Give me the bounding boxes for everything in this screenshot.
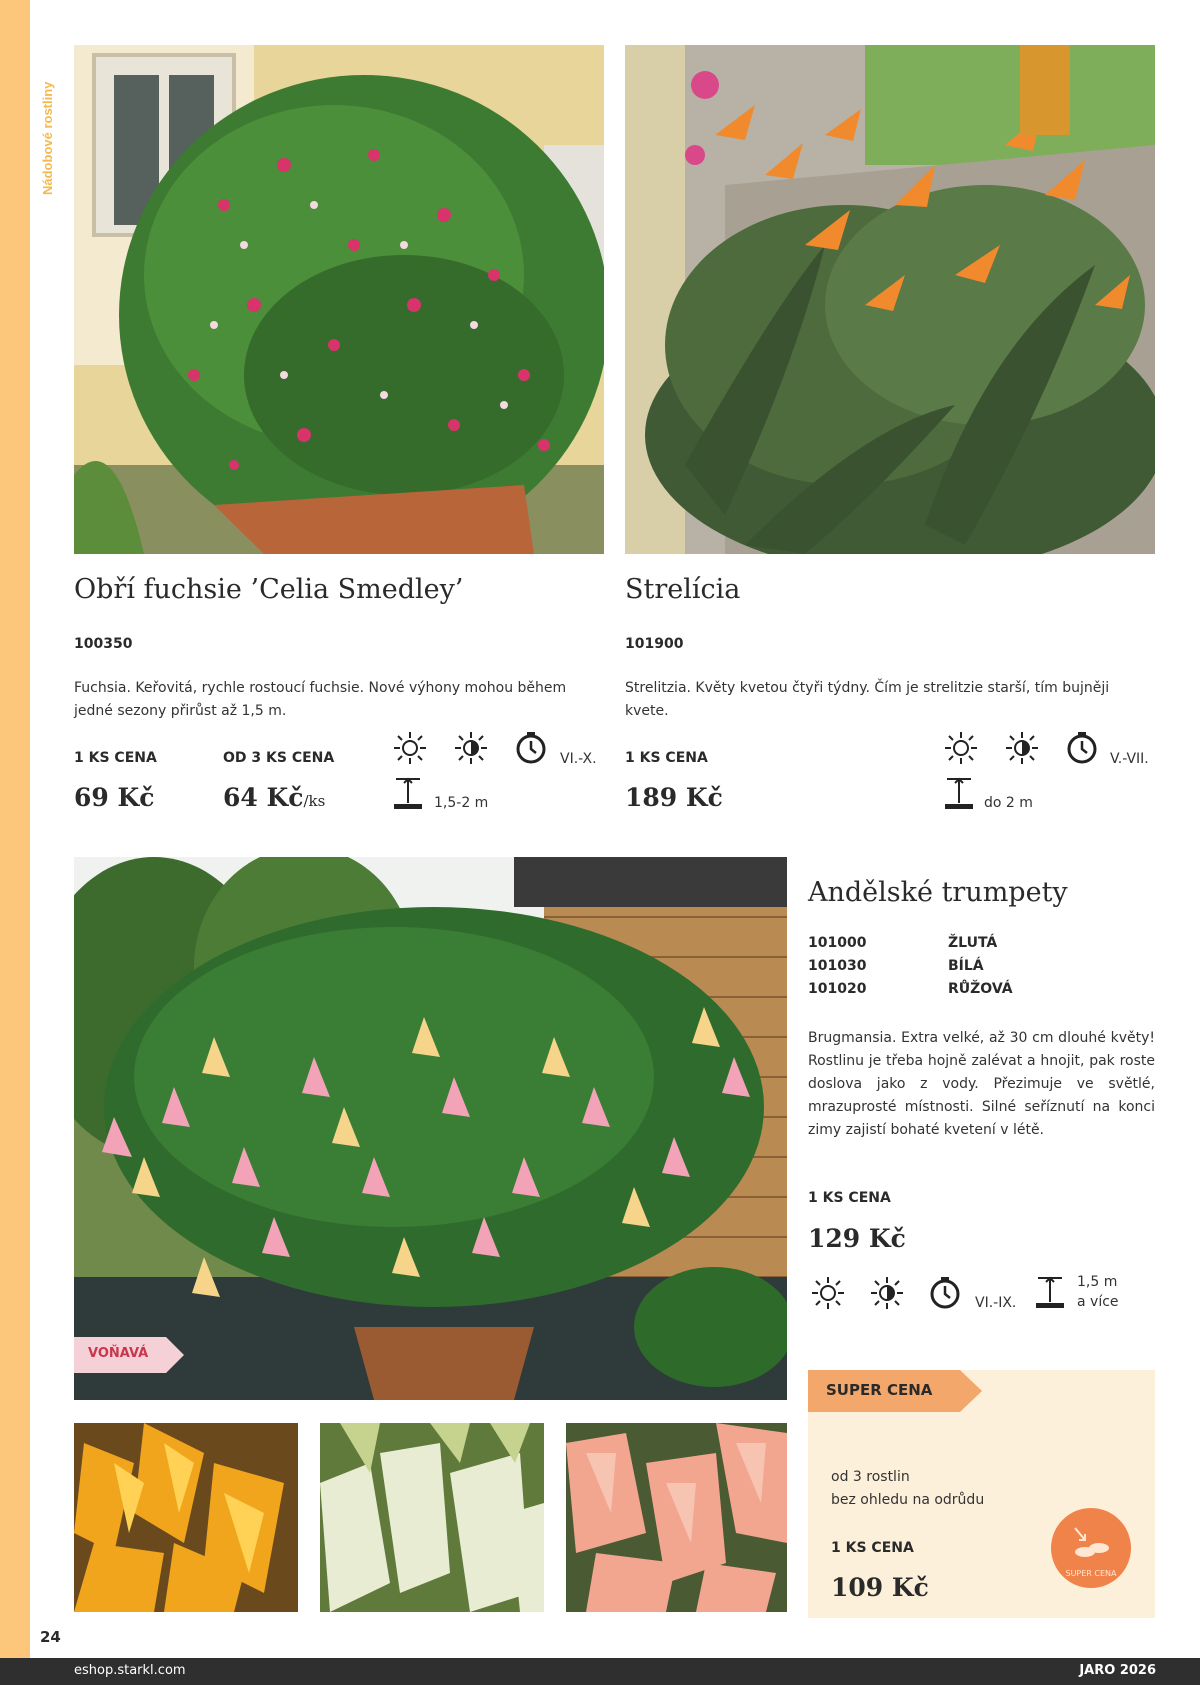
variant-row [808,932,1013,955]
brugmansia-height-2: a více [1077,1294,1119,1310]
partial-sun-icon [454,731,488,765]
fuchsia-price-label-1: 1 KS CENA [74,750,157,766]
flowering-time-icon [1065,731,1099,765]
fuchsia-description: Fuchsia. Keřovitá, rychle rostoucí fuchsie. Nové výhony mohou během jedné sezony přirůst až 1,5 m. [74,680,567,719]
variant-color: BÍLÁ [948,958,984,974]
strelitzia-height: do 2 m [984,795,1033,811]
brugmansia-title: Andělské trumpety [808,877,1068,908]
height-icon [1035,1276,1069,1310]
variant-row [808,978,1013,1001]
section-label-text: Nádobové rostliny [40,81,55,195]
fuchsia-price-label-3: OD 3 KS CENA [223,750,335,766]
strelitzia-flowering: V.-VII. [1110,751,1149,767]
website-link[interactable]: eshop.starkl.com [74,1663,186,1678]
brugmansia-yellow-photo [74,1423,298,1612]
fragrant-tag-text: VOŇAVÁ [88,1346,149,1361]
flowering-time-icon [514,731,548,765]
full-sun-icon [944,731,978,765]
brugmansia-price-1: 129 Kč [808,1224,906,1253]
super-offer-price-label: 1 KS CENA [831,1540,914,1556]
super-price-stamp-text: SUPER CENA [1065,1569,1117,1578]
height-icon [393,777,427,811]
full-sun-icon [393,731,427,765]
brugmansia-pink-photo [566,1423,787,1612]
variant-color: ŽLUTÁ [948,935,998,951]
variant-color: RŮŽOVÁ [948,981,1013,997]
brugmansia-description: Brugmansia. Extra velké, až 30 cm dlouhé květy! Rostlinu je třeba hojně zalévat a hnojit, pak roste doslova jako z vody. Přezimuje ve světlé, mrazuprosté místnosti. Silné seříznutí na konci zimy zajistí bohaté kvetení v létě. [808,1030,1155,1138]
fuchsia-price-3 [223,783,325,812]
brugmansia-photo [74,857,787,1400]
brugmansia-price-label-1: 1 KS CENA [808,1190,891,1206]
brugmansia-height-1: 1,5 m [1077,1274,1118,1290]
super-offer-line1: od 3 rostlin [831,1469,910,1485]
super-offer-tag [808,1370,982,1412]
variant-code: 101030 [808,958,867,974]
footer-bar [0,1658,1200,1685]
super-offer-price: 109 Kč [831,1573,929,1602]
strelitzia-code: 101900 [625,636,684,652]
strelitzia-price-1: 189 Kč [625,783,723,812]
super-price-stamp [1051,1508,1131,1588]
variant-code: 101000 [808,935,867,951]
section-label [40,45,62,205]
fuchsia-flowering: VI.-X. [560,751,597,767]
page-number: 24 [40,1628,61,1646]
super-offer-tag-text: SUPER CENA [826,1381,933,1399]
variant-row [808,955,1013,978]
variant-list [808,932,1013,1001]
fuchsia-code: 100350 [74,636,133,652]
flowering-time-icon [928,1276,962,1310]
fuchsia-price-3-unit: /ks [303,792,326,810]
fuchsia-price-1: 69 Kč [74,783,155,812]
fuchsia-height: 1,5-2 m [434,795,489,811]
strelitzia-description: Strelitzia. Květy kvetou čtyři týdny. Čím je strelitzie starší, tím bujněji kvete. [625,680,1110,719]
full-sun-icon [811,1276,845,1310]
height-icon [944,777,978,811]
side-color-strip [0,0,30,1658]
fragrant-tag [74,1337,184,1373]
fuchsia-price-3-value: 64 Kč [223,783,304,812]
brugmansia-white-photo [320,1423,544,1612]
partial-sun-icon [870,1276,904,1310]
brugmansia-flowering: VI.-IX. [975,1295,1017,1311]
partial-sun-icon [1005,731,1039,765]
strelitzia-price-label-1: 1 KS CENA [625,750,708,766]
variant-code: 101020 [808,981,867,997]
strelitzia-photo [625,45,1155,554]
fuchsia-title: Obří fuchsie ’Celia Smedley’ [74,574,464,605]
strelitzia-title: Strelícia [625,574,741,605]
fuchsia-photo [74,45,604,554]
super-offer-line2: bez ohledu na odrůdu [831,1492,985,1508]
season-label: JARO 2026 [1079,1663,1156,1678]
